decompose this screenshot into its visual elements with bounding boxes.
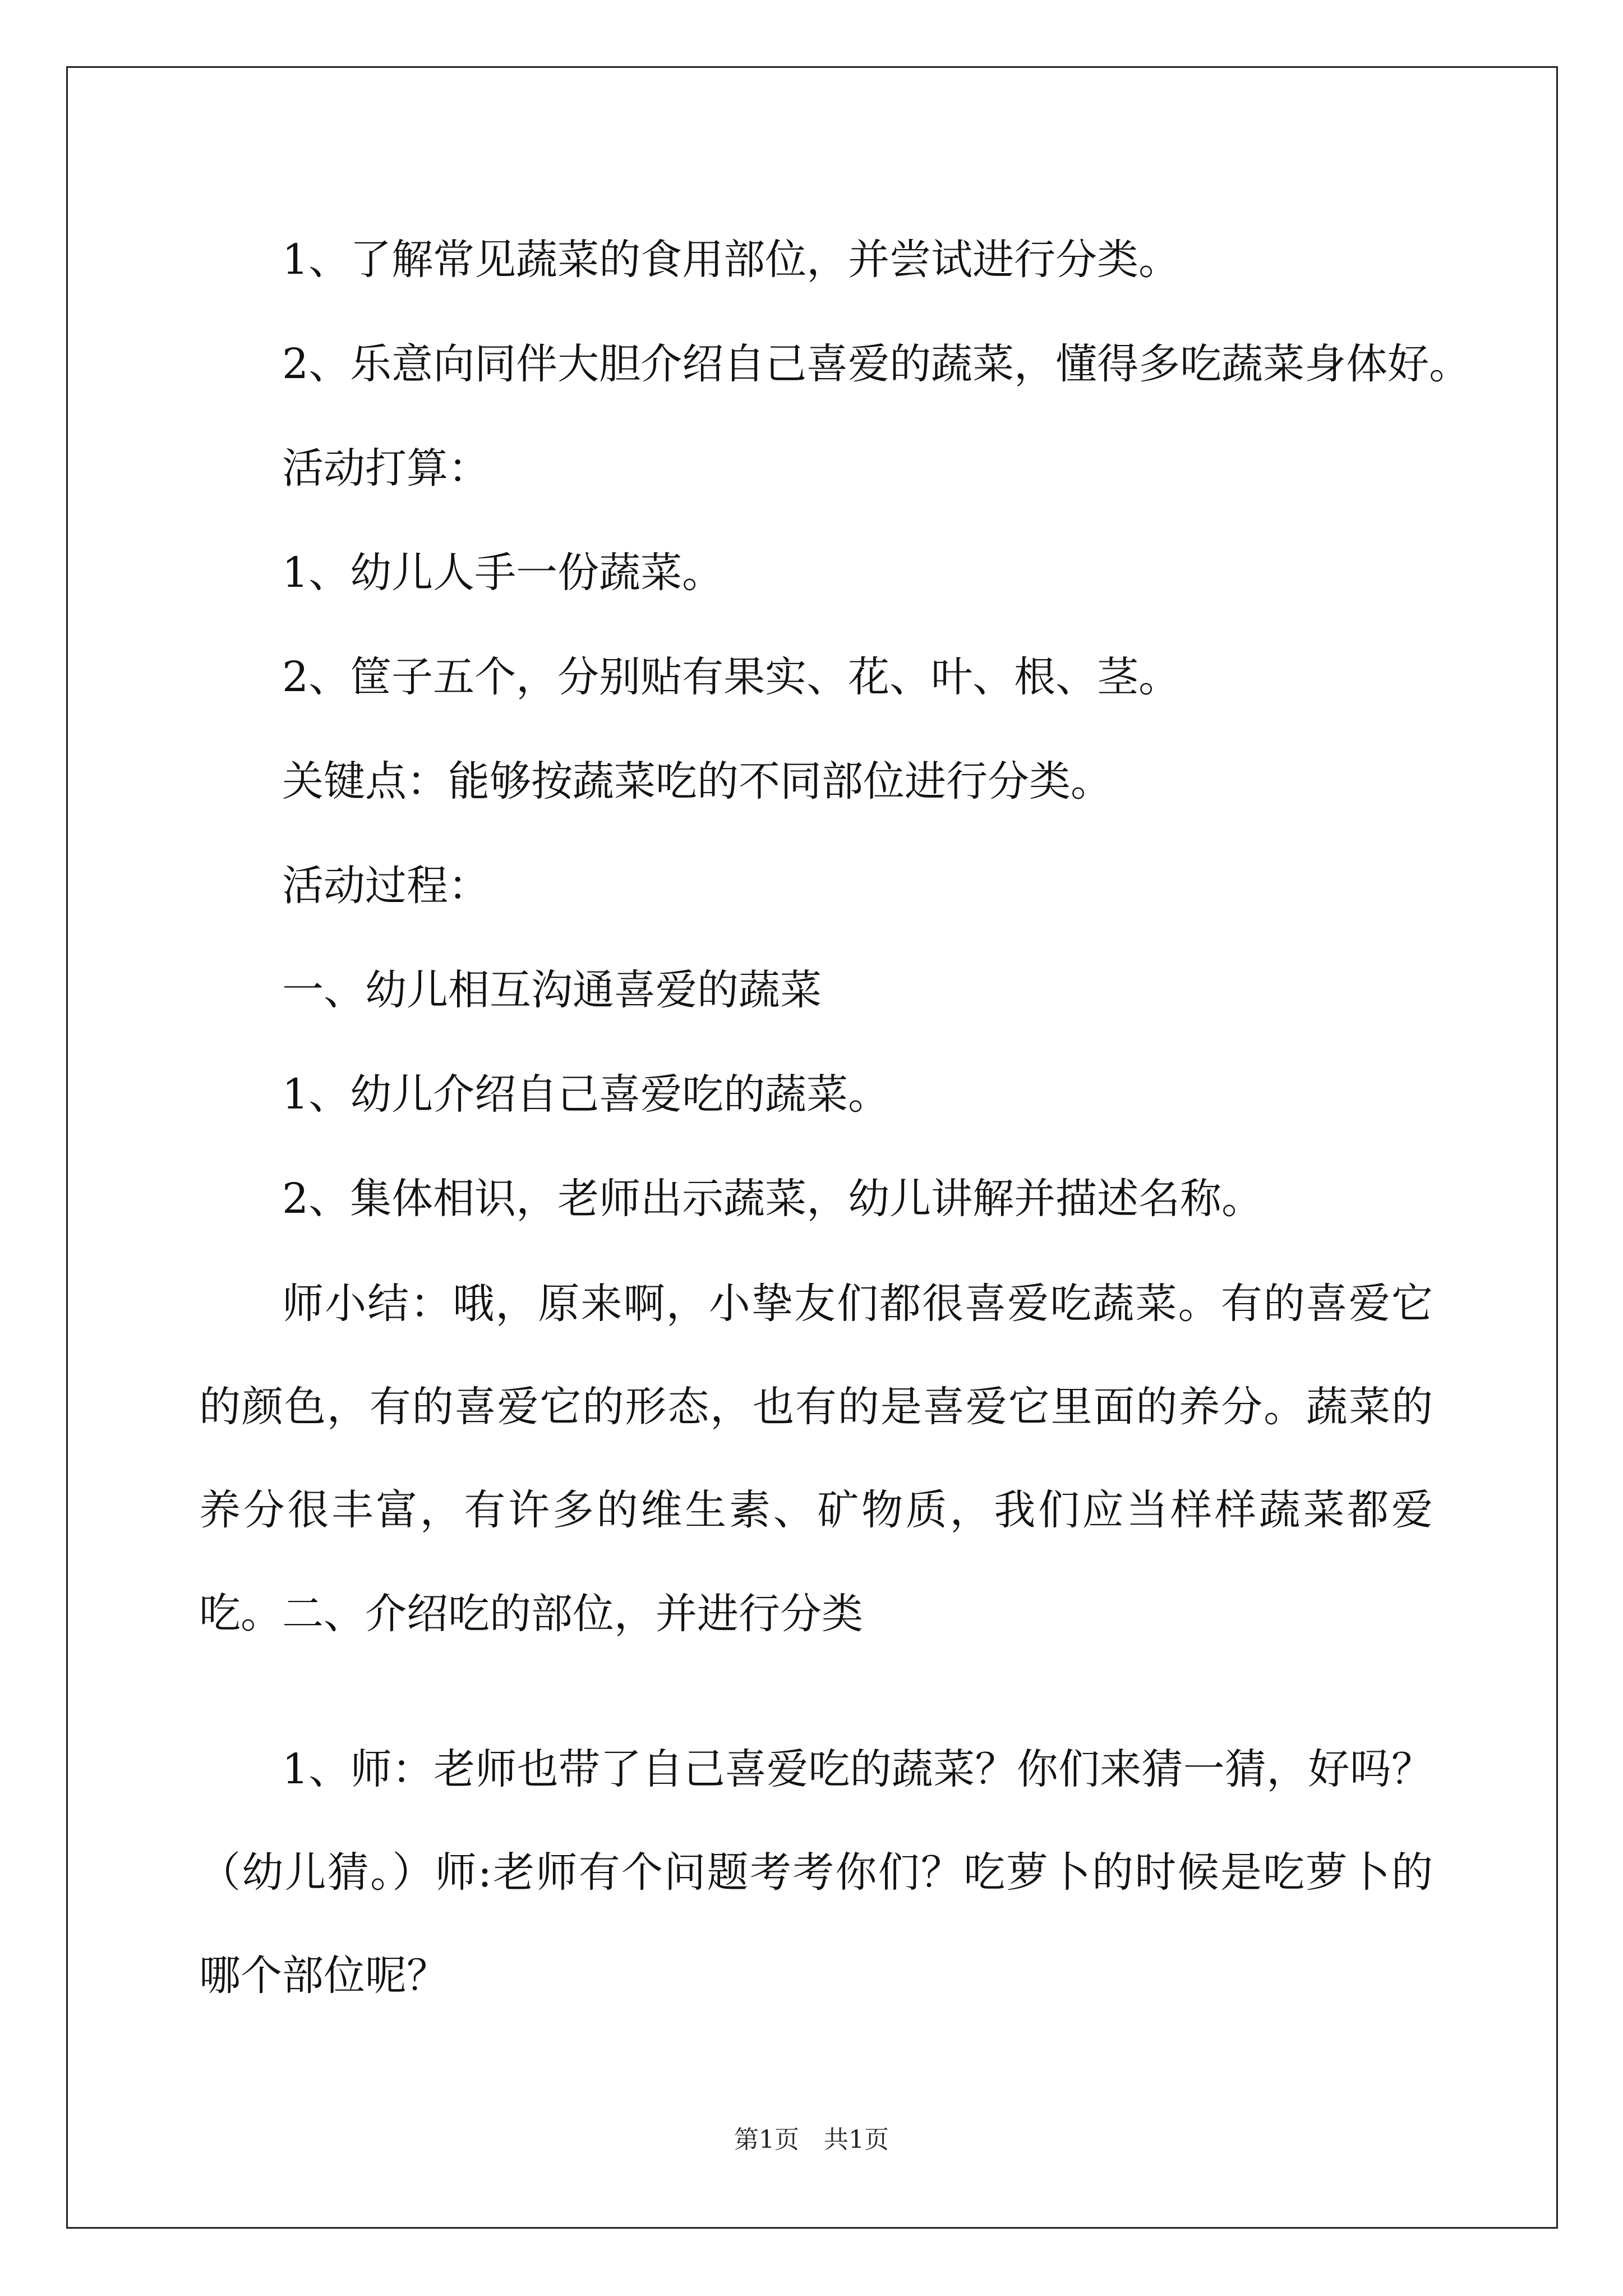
section-two-item-1: 1、师：老师也带了自己喜爱吃的蔬菜？你们来猜一猜，好吗？（幼儿猜。）师:老师有个问题考考你们？吃萝卜的时候是吃萝卜的哪个部位呢？ bbox=[199, 1745, 1433, 2000]
preparation-2: 2、筐子五个，分别贴有果实、花、叶、根、茎。 bbox=[282, 653, 1181, 701]
document-body bbox=[199, 208, 1471, 1251]
section-two-title: 二、介绍吃的部位，并进行分类 bbox=[282, 1590, 863, 1638]
teacher-summary: 师小结：哦，原来啊，小挚友们都很喜爱吃蔬菜。有的喜爱它的颜色，有的喜爱它的形态，也有的是喜爱它里面的养分。蔬菜的养分很丰富，有许多的维生素、矿物质，我们应当样样蔬菜都爱吃。 bbox=[199, 1280, 1433, 1637]
preparation-heading: 活动打算： bbox=[282, 444, 490, 493]
process-heading: 活动过程： bbox=[282, 862, 490, 910]
key-point: 关键点：能够按蔬菜吃的不同部位进行分类。 bbox=[282, 757, 1112, 806]
preparation-1: 1、幼儿人手一份蔬菜。 bbox=[282, 549, 724, 597]
section-one-item-1: 1、幼儿介绍自己喜爱吃的蔬菜。 bbox=[282, 1070, 890, 1119]
objective-1: 1、了解常见蔬菜的食用部位，并尝试进行分类。 bbox=[282, 236, 1181, 284]
section-one-title: 一、幼儿相互沟通喜爱的蔬菜 bbox=[282, 966, 822, 1014]
objective-2: 2、乐意向同伴大胆介绍自己喜爱的蔬菜，懂得多吃蔬菜身体好。 bbox=[282, 340, 1471, 388]
section-one-item-2: 2、集体相识，老师出示蔬菜，幼儿讲解并描述名称。 bbox=[282, 1175, 1264, 1223]
page-footer: 第1页 共1页 bbox=[734, 2125, 889, 2154]
